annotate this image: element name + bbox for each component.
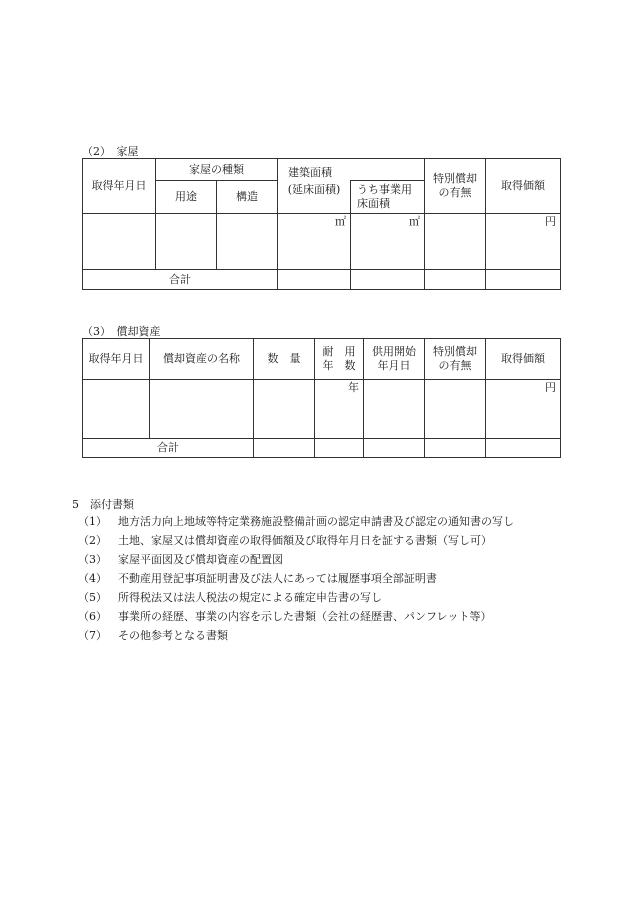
house-header-kind: 家屋の種類 <box>156 159 278 181</box>
assets-total-life <box>315 439 364 458</box>
attachment-item: （2） 土地、家屋又は償却資産の取得価額及び取得年月日を証する書類（写し可） <box>78 534 492 547</box>
attachments-title: 5 添付書類 <box>72 498 134 511</box>
assets-cell-special <box>425 380 486 439</box>
house-header-use: 用途 <box>156 181 217 214</box>
house-header-price: 取得価額 <box>486 159 561 214</box>
assets-header-special: 特別償却 の有無 <box>425 339 486 380</box>
assets-total-row <box>83 439 561 458</box>
biz-area-unit-label: ㎡ <box>409 215 420 228</box>
house-total-label: 合計 <box>83 270 278 290</box>
assets-cell-qty <box>254 380 315 439</box>
house-cell-area <box>278 214 351 270</box>
assets-header-life: 耐 用 年 数 <box>315 339 364 380</box>
house-total-price <box>486 270 561 290</box>
assets-data-row <box>83 380 561 439</box>
house-cell-acq-date <box>83 214 156 270</box>
assets-cell-life <box>315 380 364 439</box>
assets-header-price: 取得価額 <box>486 339 561 380</box>
assets-cell-acq-date <box>83 380 150 439</box>
assets-table <box>82 338 561 458</box>
house-header-structure: 構造 <box>217 181 278 214</box>
house-cell-special <box>425 214 486 270</box>
attachment-item: （5） 所得税法又は法人税法の規定による確定申告書の写し <box>78 591 382 604</box>
house-total-area <box>278 270 351 290</box>
house-section-heading: （2） 家屋 <box>82 145 139 158</box>
house-header-biz-area: うち事業用 床面積 <box>351 181 425 214</box>
assets-total-label: 合計 <box>83 439 254 458</box>
house-cell-use <box>156 214 217 270</box>
assets-header-acq-date: 取得年月日 <box>83 339 150 380</box>
house-total-row <box>83 270 561 290</box>
assets-price-unit-label: 円 <box>545 381 556 394</box>
attachment-item: （7） その他参考となる書類 <box>78 629 228 642</box>
house-cell-biz-area <box>351 214 425 270</box>
house-header-area-line1: 建築面積 <box>278 159 425 181</box>
area-unit-label: ㎡ <box>335 215 346 228</box>
assets-cell-price <box>486 380 561 439</box>
price-unit-label: 円 <box>545 215 556 228</box>
attachment-item: （6） 事業所の経歴、事業の内容を示した書類（会社の経歴書、パンフレット等） <box>78 610 492 623</box>
assets-total-start-date <box>364 439 425 458</box>
house-table <box>82 158 561 290</box>
assets-section-heading: （3） 償却資産 <box>82 325 161 338</box>
house-data-row <box>83 214 561 270</box>
assets-cell-name <box>150 380 254 439</box>
assets-header-name: 償却資産の名称 <box>150 339 254 380</box>
house-header-area-line2: (延床面積) <box>278 181 351 214</box>
house-total-special <box>425 270 486 290</box>
assets-header-qty: 数 量 <box>254 339 315 380</box>
assets-total-qty <box>254 439 315 458</box>
life-unit-label: 年 <box>348 381 359 394</box>
attachment-item: （4） 不動産用登記事項証明書及び法人にあっては履歴事項全部証明書 <box>78 572 437 585</box>
attachment-item: （3） 家屋平面図及び償却資産の配置図 <box>78 553 283 566</box>
house-cell-structure <box>217 214 278 270</box>
house-header-special: 特別償却 の有無 <box>425 159 486 214</box>
house-cell-price <box>486 214 561 270</box>
house-header-acq-date: 取得年月日 <box>83 159 156 214</box>
house-total-biz-area <box>351 270 425 290</box>
assets-total-special <box>425 439 486 458</box>
assets-header-start-date: 供用開始 年月日 <box>364 339 425 380</box>
assets-cell-start-date <box>364 380 425 439</box>
attachments-list <box>78 514 514 647</box>
attachment-item: （1） 地方活力向上地域等特定業務施設整備計画の認定申請書及び認定の通知書の写し <box>78 515 514 528</box>
assets-total-price <box>486 439 561 458</box>
